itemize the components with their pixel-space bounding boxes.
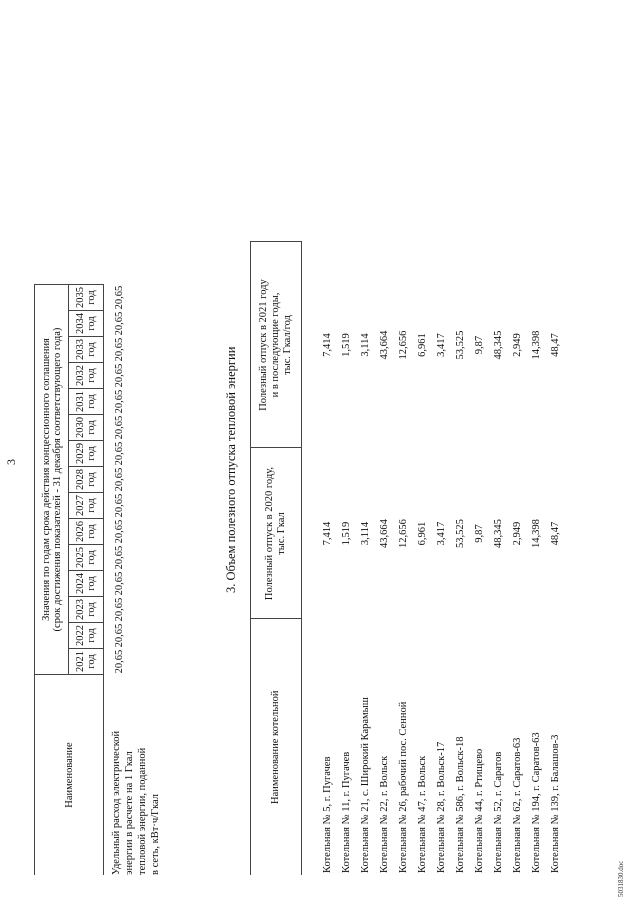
group-header [35, 285, 69, 675]
year-header-cell [69, 311, 104, 337]
table-row [318, 242, 337, 875]
boiler-name: Котельная № 194, г. Саратов-63 [531, 732, 542, 873]
year-header-cell [69, 467, 104, 493]
year-number: 2032 [75, 365, 86, 386]
boiler-name: Котельная № 52, г. Саратов [493, 751, 504, 873]
supply-2021-value: 43,664 [379, 330, 390, 360]
boiler-name: Котельная № 26, рабочий пос. Сенной [398, 701, 409, 873]
year-number: 2030 [75, 417, 86, 438]
indicator-table [34, 284, 186, 875]
section-title: 3. Объем полезного отпуска тепловой энергии [224, 346, 238, 593]
year-number: 2025 [75, 547, 86, 568]
year-suffix: год [86, 628, 97, 643]
table-row [451, 242, 470, 875]
boiler-name: Котельная № 44, г. Ртищево [474, 748, 485, 873]
supply-2020-value: 3,114 [360, 521, 371, 546]
supply-2021-header [251, 242, 302, 448]
year-number: 2033 [75, 339, 86, 360]
table-row [527, 242, 546, 875]
supply-2020-value: 48,47 [550, 521, 561, 546]
year-header-cell [69, 571, 104, 597]
year-suffix: год [86, 446, 97, 461]
footer-file-code: 5031830.doc [617, 860, 625, 897]
year-suffix: год [86, 498, 97, 513]
year-number: 2026 [75, 521, 86, 542]
supply-2020-header [251, 448, 302, 619]
boiler-name: Котельная № 62, г. Саратов-63 [512, 737, 523, 873]
year-number: 2023 [75, 599, 86, 620]
boiler-name: Котельная № 21, с. Широкий Карамыш [360, 697, 371, 873]
table-row [546, 242, 565, 875]
year-suffix: год [86, 316, 97, 331]
supply-2021-value: 1,519 [341, 333, 352, 357]
year-number: 2028 [75, 469, 86, 490]
header-line: и в последующие годы, [270, 292, 281, 398]
boiler-name: Котельная № 139, г. Балашов-3 [550, 734, 561, 873]
year-suffix: год [86, 524, 97, 539]
year-header-cell [69, 545, 104, 571]
supply-2021-value: 6,961 [417, 333, 428, 357]
year-suffix: год [86, 602, 97, 617]
year-suffix: год [86, 550, 97, 565]
page-number: 3 [4, 459, 18, 465]
indicator-value: 20,65 [114, 493, 125, 518]
boiler-name: Котельная № 586, г. Вольск-18 [455, 736, 466, 873]
supply-2020-value: 14,398 [531, 519, 542, 548]
indicator-value: 20,65 [114, 571, 125, 596]
year-header-cell [69, 623, 104, 649]
year-suffix: год [86, 472, 97, 487]
boiler-name: Котельная № 47, г. Вольск [417, 755, 428, 873]
indicator-value: 20,65 [114, 311, 125, 336]
indicator-value: 20,65 [114, 285, 125, 310]
indicator-name-line: Удельный расход электрической [111, 730, 122, 875]
supply-2021-value: 3,114 [360, 333, 371, 357]
table-row [356, 242, 375, 875]
year-suffix: год [86, 290, 97, 305]
table-row [489, 242, 508, 875]
table-row [508, 242, 527, 875]
supply-2021-value: 48,345 [493, 330, 504, 360]
year-suffix: год [86, 342, 97, 357]
supply-2020-value: 9,87 [474, 524, 485, 543]
indicator-value: 20,65 [114, 389, 125, 414]
table-row [394, 242, 413, 875]
supply-2020-value: 43,664 [379, 519, 390, 548]
year-number: 2034 [75, 313, 86, 334]
indicator-value: 20,65 [114, 467, 125, 492]
indicator-value: 20,65 [114, 337, 125, 362]
year-suffix: год [86, 394, 97, 409]
year-suffix: год [86, 368, 97, 383]
supply-2021-value: 2,949 [512, 333, 523, 357]
indicator-name-line: энергии в расчете на 1 Гкал [124, 751, 135, 875]
boiler-name: Котельная № 22, г. Вольск [379, 755, 390, 873]
year-header-cell [69, 337, 104, 363]
year-header-cell [69, 441, 104, 467]
year-header-cell [69, 363, 104, 389]
indicator-value: 20,65 [114, 441, 125, 466]
group-subheader-line: (срок достижения показателей - 31 декабря соответствующего года) [51, 327, 63, 632]
table-row [337, 242, 356, 875]
indicator-value: 20,65 [114, 519, 125, 544]
boiler-name: Котельная № 28, г. Вольск-17 [436, 741, 447, 873]
year-header-cell [69, 493, 104, 519]
table-row [470, 242, 489, 875]
year-number: 2024 [75, 573, 86, 594]
year-header-cell [69, 415, 104, 441]
name-header: Наименование [35, 675, 104, 876]
supply-2020-value: 12,656 [398, 519, 409, 548]
supply-2021-value: 12,656 [398, 330, 409, 360]
indicator-value: 20,65 [114, 545, 125, 570]
indicator-name-line: в сеть, кВт·ч/Гкал [150, 793, 161, 875]
year-number: 2035 [75, 287, 86, 308]
year-number: 2029 [75, 443, 86, 464]
indicator-value: 20,65 [114, 363, 125, 388]
supply-2021-value: 7,414 [322, 333, 333, 357]
indicator-value: 20,65 [114, 623, 125, 648]
table-row [104, 285, 187, 876]
group-header-line: Значения по годам срока действия концессионного соглашения [40, 338, 52, 621]
table-header-row [35, 285, 69, 876]
indicator-value: 20,65 [114, 597, 125, 622]
indicator-name [104, 675, 187, 876]
boiler-name: Котельная № 11, г. Пугачев [341, 751, 352, 873]
year-number: 2027 [75, 495, 86, 516]
supply-2021-value: 9,87 [474, 335, 485, 355]
supply-2021-value: 14,398 [531, 330, 542, 360]
boiler-name-header: Наименование котельной [251, 619, 302, 875]
year-header-cell [69, 597, 104, 623]
header-line: тыс. Гкал [276, 512, 287, 555]
spacer-row [302, 242, 319, 875]
table-row [432, 242, 451, 875]
supply-2020-value: 6,961 [417, 521, 428, 546]
header-line: тыс. Гкал/год [282, 315, 293, 375]
supply-2020-value: 53,525 [455, 519, 466, 548]
supply-2020-value: 7,414 [322, 521, 333, 546]
indicator-value: 20,65 [114, 649, 125, 674]
table-row [375, 242, 394, 875]
supply-2021-value: 48,47 [550, 333, 561, 357]
year-header-cell [69, 519, 104, 545]
indicator-name-line: тепловой энергии, поданной [137, 747, 148, 875]
header-line: Полезный отпуск в 2021 году [258, 279, 269, 411]
year-number: 2031 [75, 391, 86, 412]
table-row [413, 242, 432, 875]
header-line: Полезный отпуск в 2020 году, [264, 466, 275, 601]
year-header-cell [69, 649, 104, 675]
year-number: 2022 [75, 625, 86, 646]
year-number: 2021 [75, 651, 86, 672]
year-suffix: год [86, 420, 97, 435]
heat-supply-table [250, 242, 565, 876]
year-suffix: год [86, 654, 97, 669]
year-suffix: год [86, 576, 97, 591]
supply-2020-value: 3,417 [436, 521, 447, 546]
boiler-name: Котельная № 5, г. Пугачев [322, 756, 333, 873]
year-header-cell [69, 285, 104, 311]
supply-2020-value: 48,345 [493, 519, 504, 548]
supply-2020-value: 2,949 [512, 521, 523, 546]
supply-2020-value: 1,519 [341, 521, 352, 546]
table-header-row [251, 242, 302, 875]
supply-2021-value: 53,525 [455, 330, 466, 360]
year-header-cell [69, 389, 104, 415]
supply-2021-value: 3,417 [436, 333, 447, 357]
indicator-value: 20,65 [114, 415, 125, 440]
table-body [318, 242, 565, 875]
